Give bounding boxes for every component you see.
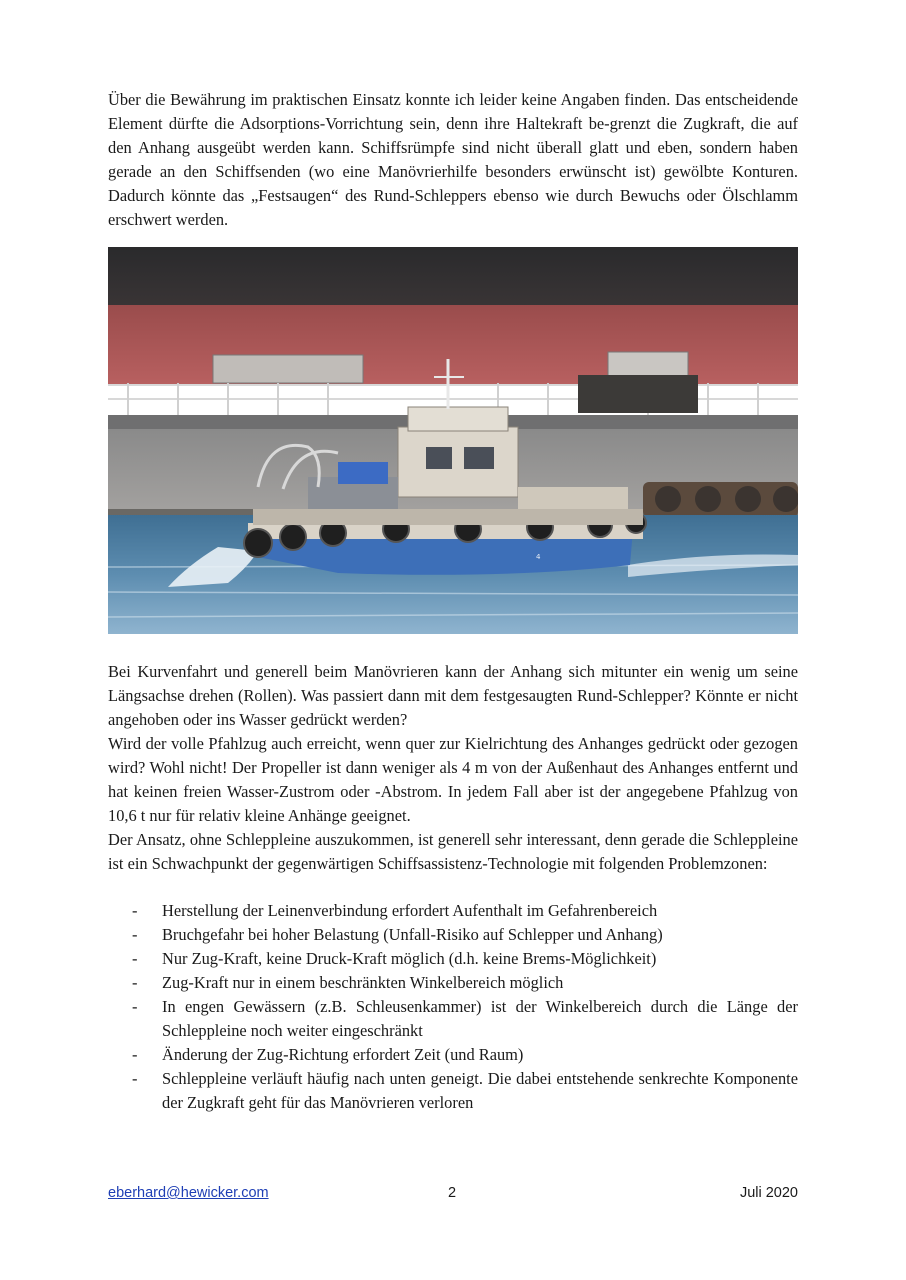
paragraph-towline: Der Ansatz, ohne Schleppleine auszukommen, ist generell sehr interessant, denn gerade die Schleppleine ist ein Schwachpunkt der gegenwärtigen Schiffsassistenz-Technologie mit folgenden Problemzonen: <box>108 830 798 873</box>
list-item-text: In engen Gewässern (z.B. Schleusenkammer) ist der Winkelbereich durch die Länge der Schleppleine noch weiter eingeschränkt <box>162 997 798 1040</box>
list-item <box>108 971 798 995</box>
svg-text:4: 4 <box>536 553 541 561</box>
list-dash: - <box>132 925 138 944</box>
list-dash: - <box>132 973 138 992</box>
list-dash: - <box>132 997 138 1016</box>
list-dash: - <box>132 901 138 920</box>
list-item-text: Änderung der Zug-Richtung erfordert Zeit (und Raum) <box>162 1045 524 1064</box>
page-number: 2 <box>448 1185 457 1201</box>
list-item-text: Herstellung der Leinenverbindung erfordert Aufenthalt im Gefahrenbereich <box>162 901 658 920</box>
paragraph-intro: Über die Bewährung im praktischen Einsatz konnte ich leider keine Angaben finden. Das entscheidende Element dürfte die Adsorptions-Vorrichtung sein, denn ihre Haltekraft be-grenzt die Zugkraft, die auf den Anhang ausgeübt werden kann. Schiffsrümpfe sind nicht überall glatt und eben, sondern haben gerade an den Schiffsenden (wo eine Manövrierhilfe besonders erwünscht ist) gewölbte Konturen. Dadurch könnte das „Festsaugen“ des Rund-Schleppers ebenso wie durch Bewuchs oder Ölschlamm erschwert werden. <box>108 90 798 229</box>
list-item <box>108 899 798 923</box>
list-item <box>108 1043 798 1067</box>
list-item <box>108 995 798 1043</box>
list-item-text: Bruchgefahr bei hoher Belastung (Unfall-Risiko auf Schlepper und Anhang) <box>162 925 663 944</box>
list-item <box>108 947 798 971</box>
list-item-text: Schleppleine verläuft häufig nach unten geneigt. Die dabei entstehende senkrechte Komponente der Zugkraft geht für das Manövrieren verloren <box>162 1069 798 1112</box>
tugboat-photo <box>108 247 798 634</box>
footer-email-link[interactable]: eberhard@hewicker.com <box>108 1185 269 1201</box>
list-item <box>108 923 798 947</box>
list-dash: - <box>132 949 138 968</box>
paragraph-rolling: Bei Kurvenfahrt und generell beim Manövrieren kann der Anhang sich mitunter ein wenig um seine Längsachse drehen (Rollen). Was passiert dann mit dem festgesaugten Rund-Schlepper? Könnte er nicht angehoben oder ins Wasser gedrückt werden? <box>108 662 798 729</box>
body-text-block <box>108 660 798 876</box>
list-item-text: Zug-Kraft nur in einem beschränkten Winkelbereich möglich <box>162 973 564 992</box>
list-dash: - <box>132 1045 138 1064</box>
list-item-text: Nur Zug-Kraft, keine Druck-Kraft möglich (d.h. keine Brems-Möglichkeit) <box>162 949 657 968</box>
problem-list <box>108 899 798 1115</box>
list-dash: - <box>132 1069 138 1088</box>
paragraph-bollard-pull: Wird der volle Pfahlzug auch erreicht, wenn quer zur Kielrichtung des Anhanges gedrückt oder gezogen wird? Wohl nicht! Der Propeller ist dann weniger als 4 m von der Außenhaut des Anhanges entfernt und hat keinen freien Wasser-Zustrom oder -Abstrom. In jedem Fall aber ist der angegebene Pfahlzug von 10,6 t nur für relativ kleine Anhänge geeignet. <box>108 734 798 825</box>
list-item <box>108 1067 798 1115</box>
page-footer <box>108 1185 798 1205</box>
footer-date: Juli 2020 <box>739 1185 798 1201</box>
